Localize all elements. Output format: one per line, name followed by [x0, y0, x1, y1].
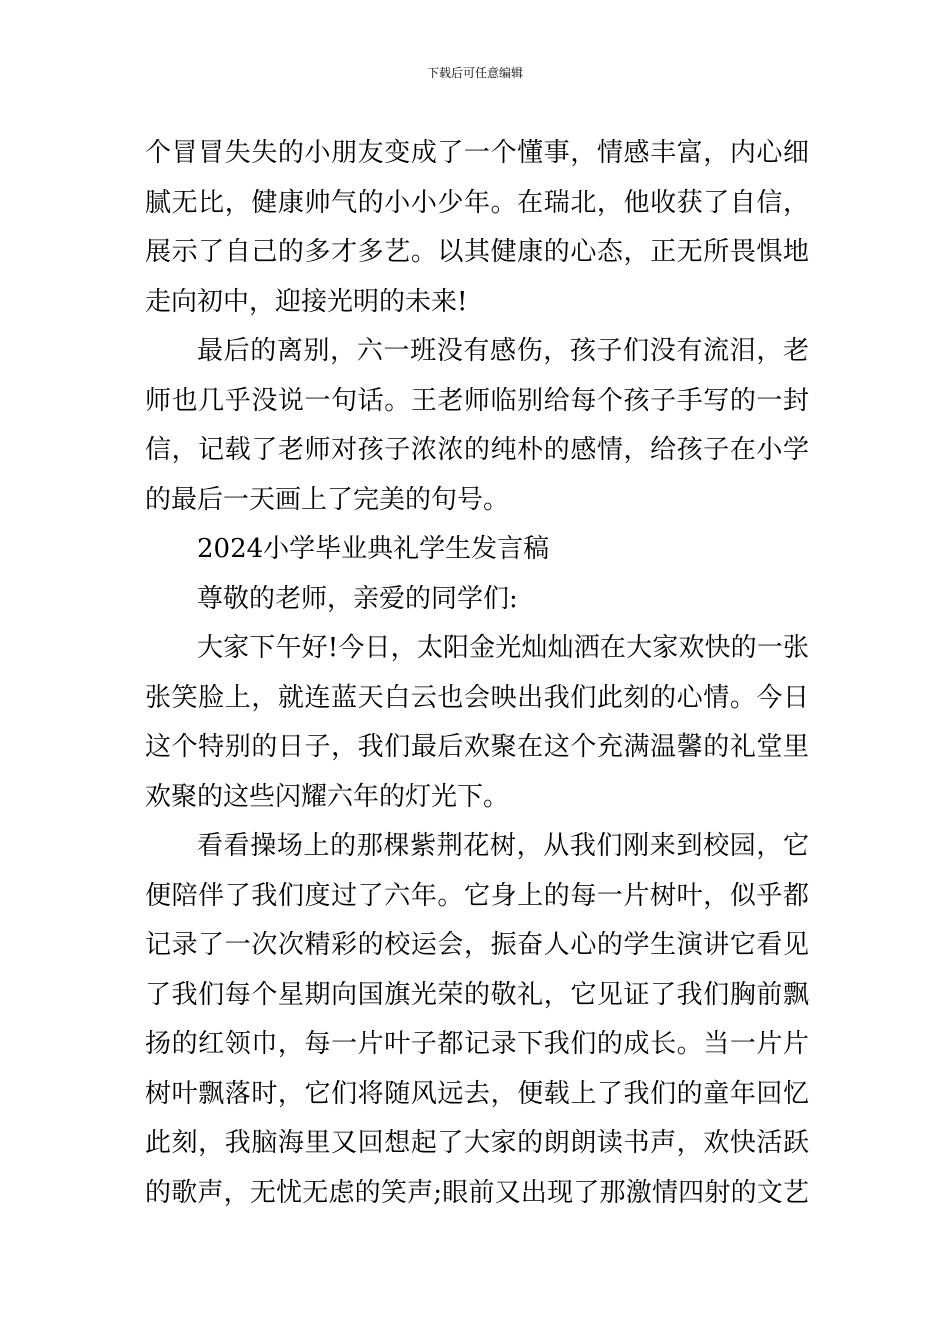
paragraph-continuation	[145, 129, 809, 327]
text-line: 看看操场上的那棵紫荆花树，从我们刚来到校园，它	[197, 831, 809, 861]
document-body	[145, 129, 809, 1218]
text-line: 的歌声，无忧无虑的笑声;眼前又出现了那激情四射的文艺	[145, 1177, 809, 1208]
speech-title	[145, 525, 809, 575]
text-line: 展示了自己的多才多艺。以其健康的心态，正无所畏惧地	[145, 237, 809, 267]
text-line: 此刻，我脑海里又回想起了大家的朗朗读书声，欢快活跃	[145, 1128, 809, 1158]
text-line: 走向初中，迎接光明的未来!	[145, 286, 468, 317]
text-line: 了我们每个星期向国旗光荣的敬礼，它见证了我们胸前飘	[145, 979, 809, 1010]
text-line: 2024小学毕业典礼学生发言稿	[197, 534, 550, 564]
text-line: 便陪伴了我们度过了六年。它身上的每一片树叶，似乎都	[145, 880, 809, 911]
text-line: 师也几乎没说一句话。王老师临别给每个孩子手写的一封	[145, 385, 809, 416]
page-header: 下载后可任意编辑	[426, 66, 523, 80]
text-line: 信，记载了老师对孩子浓浓的纯朴的感情，给孩子在小学	[145, 435, 809, 465]
paragraph-farewell	[145, 327, 809, 525]
text-line: 扬的红领巾，每一片叶子都记录下我们的成长。当一片片	[145, 1029, 809, 1059]
text-line: 的最后一天画上了完美的句号。	[145, 484, 510, 515]
paragraph-greeting	[145, 624, 809, 822]
text-line: 欢聚的这些闪耀六年的灯光下。	[145, 781, 510, 812]
text-line: 最后的离别，六一班没有感伤，孩子们没有流泪，老	[197, 336, 809, 366]
text-line: 树叶飘落时，它们将随风远去，便载上了我们的童年回忆	[145, 1078, 809, 1109]
text-line: 个冒冒失失的小朋友变成了一个懂事，情感丰富，内心细	[145, 138, 809, 168]
text-line: 记录了一次次精彩的校运会，振奋人心的学生演讲它看见	[145, 930, 809, 960]
text-line: 大家下午好!今日，太阳金光灿灿洒在大家欢快的一张	[197, 633, 809, 663]
text-line: 腻无比，健康帅气的小小少年。在瑞北，他收获了自信，	[145, 187, 809, 218]
text-line: 张笑脸上，就连蓝天白云也会映出我们此刻的心情。今日	[145, 682, 809, 713]
text-line: 尊敬的老师，亲爱的同学们:	[197, 583, 518, 614]
salutation	[145, 575, 809, 625]
paragraph-memories	[145, 822, 809, 1218]
text-line: 这个特别的日子，我们最后欢聚在这个充满温馨的礼堂里	[145, 732, 809, 762]
